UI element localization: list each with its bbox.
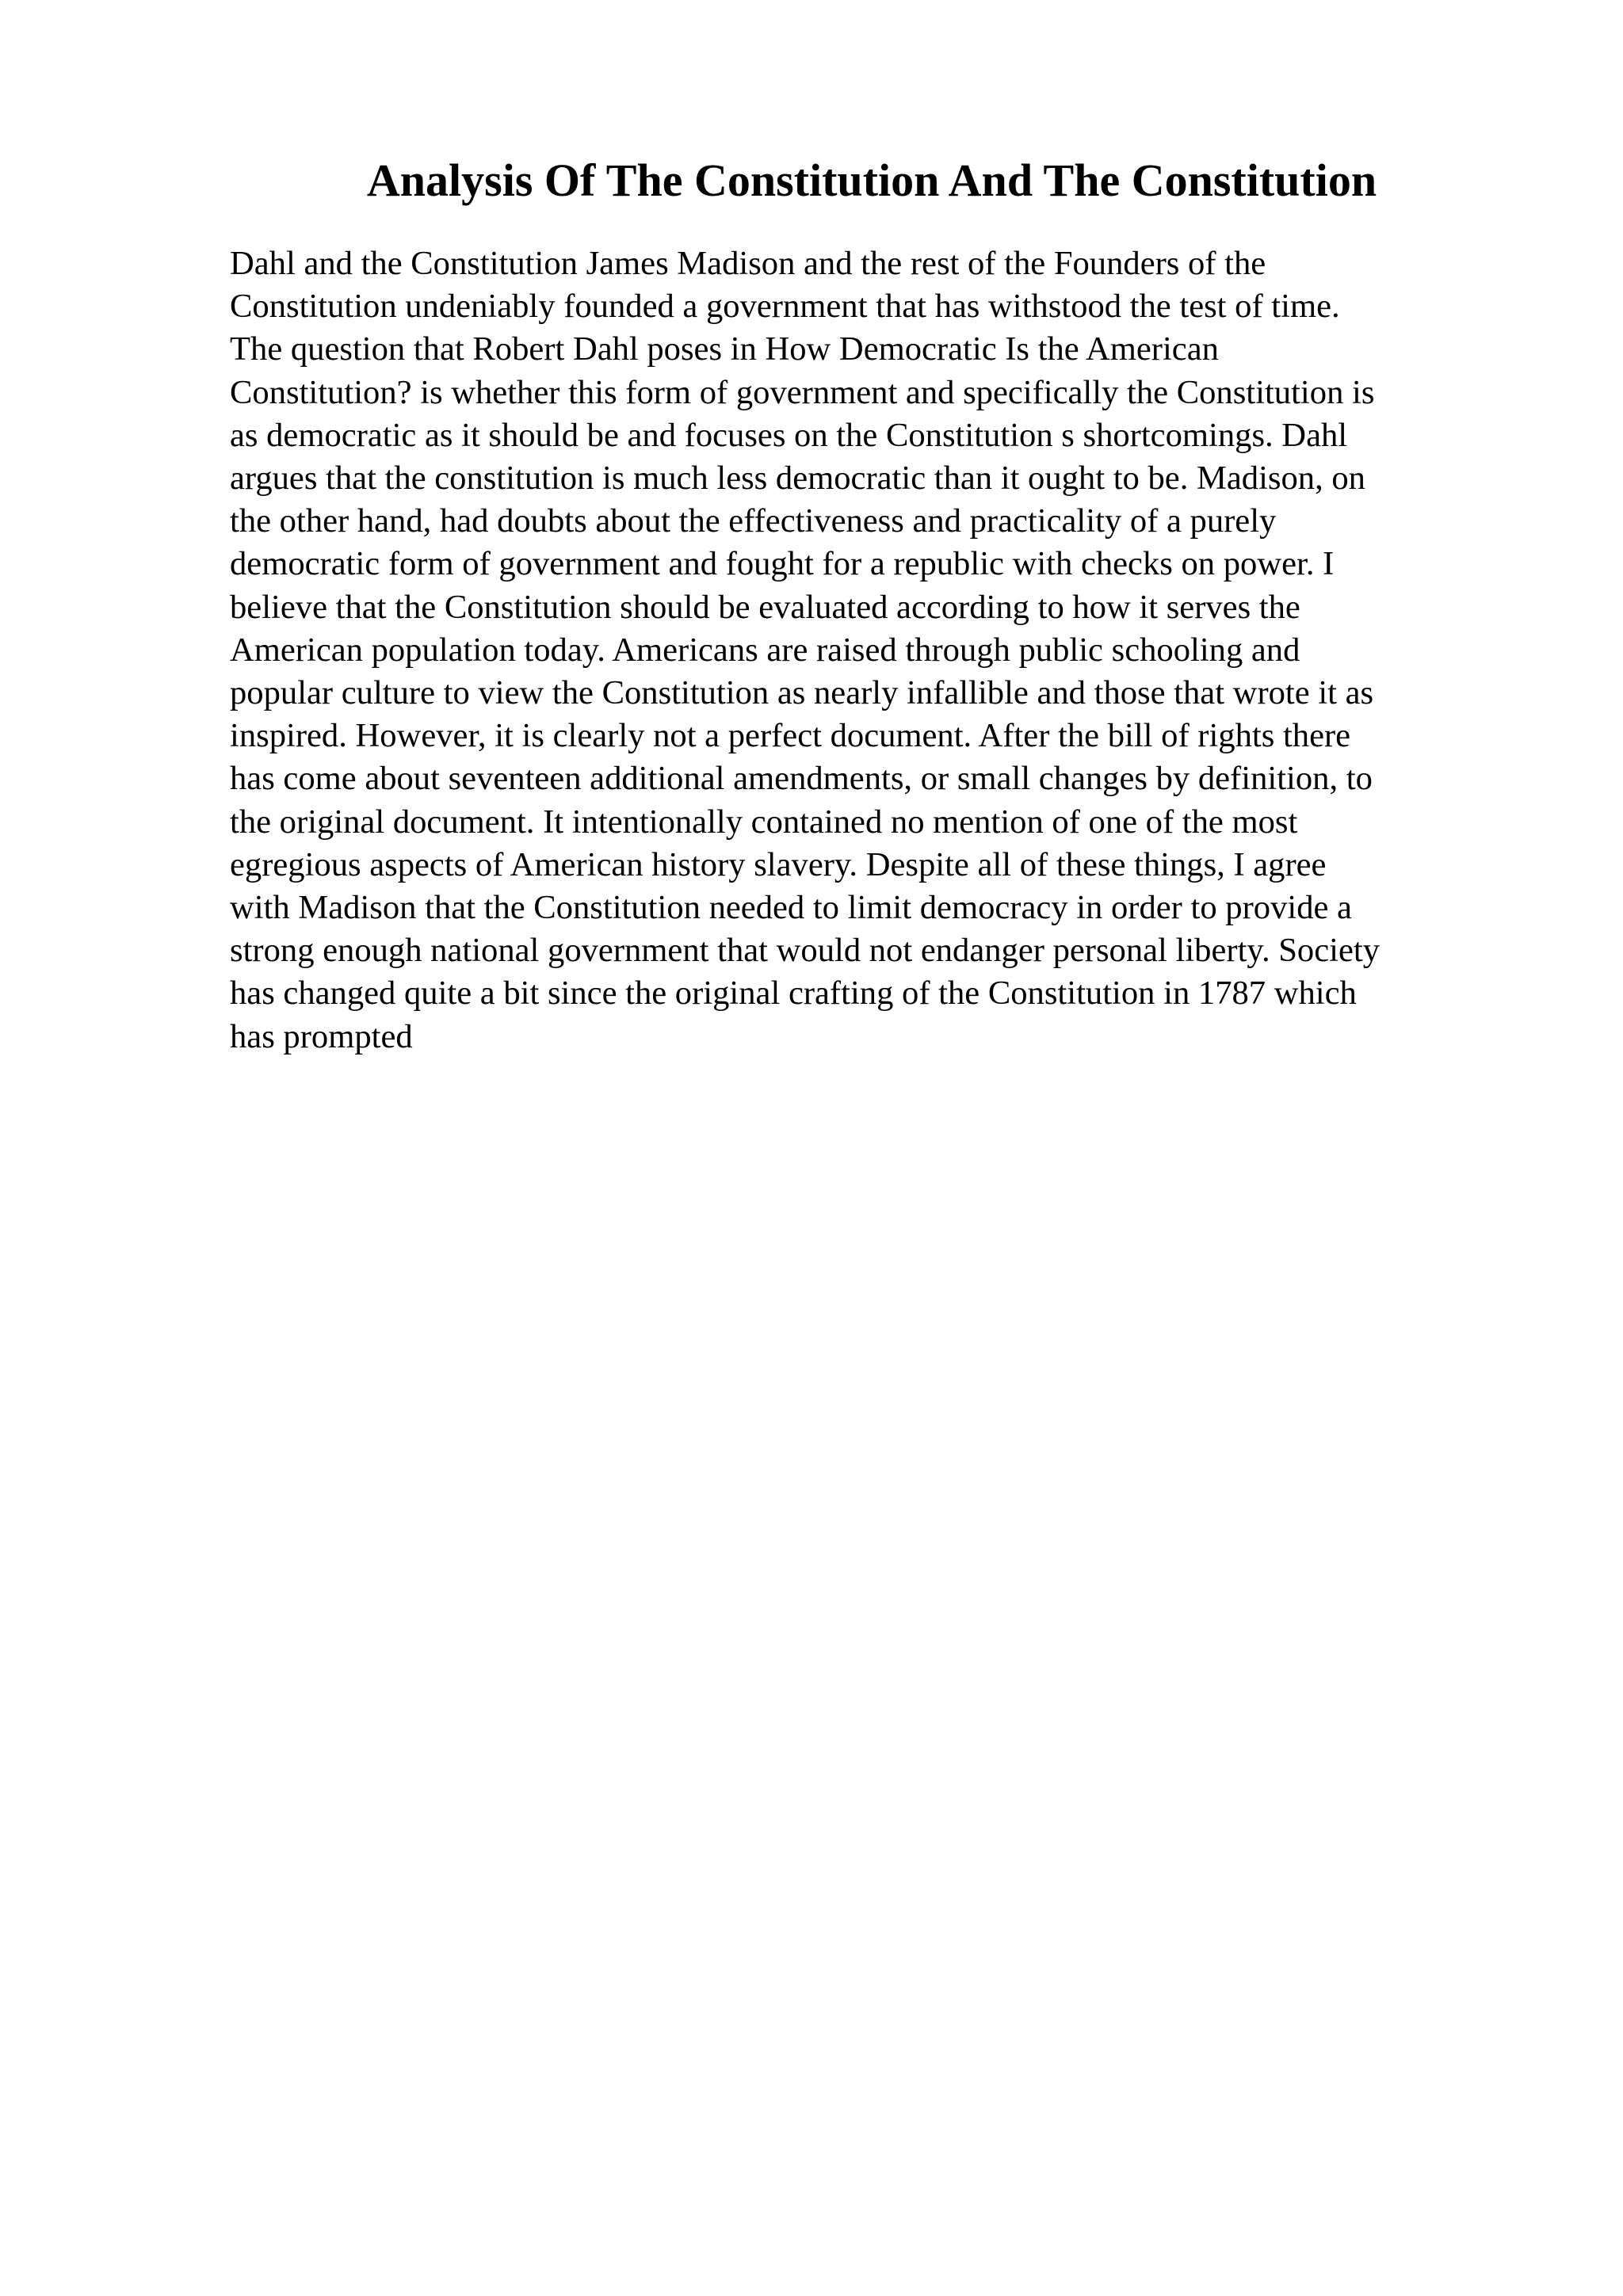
body-line: the original document. It intentionally contained no mention of one of the most [230,803,1298,841]
body-line: egregious aspects of American history slavery. Despite all of these things, I agree [230,845,1327,883]
body-line: believe that the Constitution should be evaluated according to how it serves the [230,588,1300,626]
body-line: American population today. Americans are raised through public schooling and [230,631,1300,669]
body-line: The question that Robert Dahl poses in How Democratic Is the American [230,330,1219,368]
body-line: Constitution? is whether this form of government and specifically the Constitution is [230,373,1375,411]
body-line: has prompted [230,1017,413,1055]
document-title: Analysis Of The Constitution And The Constitution [366,154,1377,206]
body-line: has come about seventeen additional amendments, or small changes by definition, to [230,760,1373,798]
body-line: Constitution undeniably founded a government that has withstood the test of time. [230,288,1340,326]
body-line: as democratic as it should be and focuses on the Constitution s shortcomings. Dahl [230,416,1348,454]
body-line: argues that the constitution is much less democratic than it ought to be. Madison, on [230,460,1365,498]
document-body [230,242,1498,1058]
body-line: Dahl and the Constitution James Madison and the rest of the Founders of the [230,245,1266,282]
body-line: inspired. However, it is clearly not a perfect document. After the bill of rights there [230,717,1351,755]
body-line: the other hand, had doubts about the effectiveness and practicality of a purely [230,502,1277,540]
body-line: has changed quite a bit since the original crafting of the Constitution in 1787 which [230,974,1357,1013]
body-line: strong enough national government that would not endanger personal liberty. Society [230,932,1380,970]
body-line: with Madison that the Constitution needed to limit democracy in order to provide a [230,889,1352,927]
body-line: democratic form of government and fought for a republic with checks on power. I [230,545,1335,583]
body-line: popular culture to view the Constitution as nearly infallible and those that wrote it as [230,674,1374,712]
